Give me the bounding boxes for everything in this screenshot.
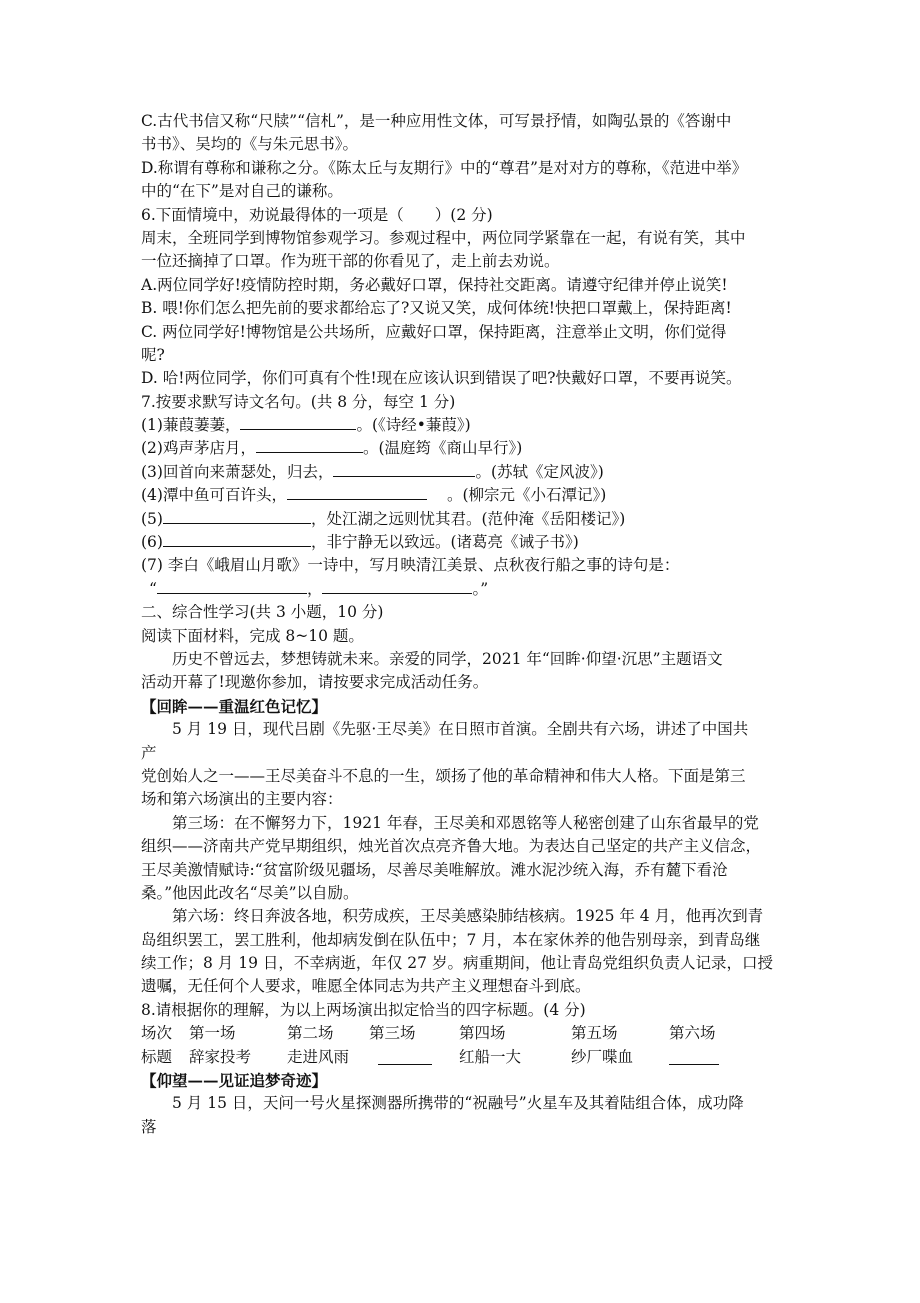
table-cell: 第一场 bbox=[189, 1024, 236, 1043]
table-cell: 第四场 bbox=[459, 1024, 506, 1043]
answer-blank[interactable] bbox=[163, 531, 311, 547]
answer-blank[interactable] bbox=[256, 437, 363, 453]
question-7-item-2: (2)鸡声茅店月， 。(温庭筠《商山早行》) bbox=[141, 439, 523, 458]
table-cell: 纱厂喋血 bbox=[571, 1047, 634, 1066]
table-cell: 走进风雨 bbox=[287, 1047, 350, 1066]
question-7-stem: 7.按要求默写诗文名句。(共 8 分，每空 1 分) bbox=[141, 392, 456, 411]
question-6-option-c-2: 呢? bbox=[141, 345, 165, 364]
question-6-option-d: D. 哈!两位同学，你们可真有个性!现在应该认识到错误了吧?快戴好口罩，不要再说笑。 bbox=[141, 369, 742, 388]
question-7-item-3: (3)回首向来萧瑟处，归去， 。(苏轼《定风波》) bbox=[141, 462, 604, 481]
question-6-option-b: B. 喂!你们怎么把先前的要求都给忘了?又说又笑，成何体统!快把口罩戴上，保持距离! bbox=[141, 299, 732, 318]
material-paragraph-1-wrap: 产 bbox=[141, 743, 157, 762]
material-paragraph-1-cont: 党创始人之一——王尽美奋斗不息的一生，颂扬了他的革命精神和伟大人格。下面是第三 bbox=[141, 766, 746, 785]
answer-blank[interactable] bbox=[240, 414, 356, 430]
answer-blank[interactable] bbox=[322, 578, 472, 594]
table-cell: 辞家投考 bbox=[189, 1047, 252, 1066]
question-7-item-6: (6) ，非宁静无以致远。(诸葛亮《诫子书》) bbox=[141, 533, 579, 552]
intro-paragraph-1: 历史不曾远去，梦想铸就未来。亲爱的同学，2021 年“回眸·仰望·沉思”主题语文 bbox=[172, 649, 723, 668]
section-2-instruction: 阅读下面材料，完成 8~10 题。 bbox=[141, 626, 364, 645]
scene-3-title-blank[interactable] bbox=[378, 1049, 432, 1065]
table-cell: 第三场 bbox=[369, 1024, 416, 1043]
table-cell: 第二场 bbox=[287, 1024, 334, 1043]
scene-6-line-4: 遗嘱，无任何个人要求，唯愿全体同志为共产主义理想奋斗到底。 bbox=[141, 977, 591, 996]
question-7-item-7-blanks: “ ， 。” bbox=[149, 579, 489, 598]
option-d-line-1: D.称谓有尊称和谦称之分。《陈太丘与友期行》中的“尊君”是对对方的尊称，《范进中举》 bbox=[141, 158, 748, 177]
question-6-scenario-2: 一位还摘掉了口罩。作为班干部的你看见了，走上前去劝说。 bbox=[141, 252, 560, 271]
option-c-line-1: C.古代书信又称“尺牍”“信札”，是一种应用性文体，可写景抒情，如陶弘景的《答谢中 bbox=[141, 112, 732, 130]
option-d-line-2: 中的“在下”是对自己的谦称。 bbox=[141, 182, 343, 201]
subsection-heading-huimou: 【回眸——重温红色记忆】 bbox=[141, 696, 328, 716]
document-body bbox=[141, 110, 781, 1139]
scene-3-line-1: 第三场：在不懈努力下，1921 年春，王尽美和邓恩铭等人秘密创建了山东省最早的党 bbox=[172, 813, 759, 832]
section-2-heading: 二、综合性学习(共 3 小题，10 分) bbox=[141, 603, 384, 622]
answer-blank[interactable] bbox=[157, 578, 307, 594]
question-7-item-5: (5) ，处江湖之远则忧其君。(范仲淹《岳阳楼记》) bbox=[141, 509, 626, 528]
table-cell: 第五场 bbox=[571, 1024, 618, 1043]
scene-table-header-row bbox=[141, 1022, 781, 1045]
question-6-stem: 6.下面情境中，劝说最得体的一项是（ ）(2 分) bbox=[141, 205, 493, 224]
subsection-heading-yangwang: 【仰望——见证追梦奇迹】 bbox=[141, 1071, 328, 1091]
scene-6-line-2: 岛组织罢工，罢工胜利，他却病发倒在队伍中；7 月，本在家休养的他告别母亲，到青岛继 bbox=[141, 930, 761, 949]
answer-blank[interactable] bbox=[333, 461, 475, 477]
table-cell: 标题 bbox=[141, 1047, 173, 1066]
question-8-stem: 8.请根据你的理解，为以上两场演出拟定恰当的四字标题。(4 分) bbox=[141, 1000, 586, 1019]
material-paragraph-2: 5 月 15 日，天问一号火星探测器所携带的“祝融号”火星车及其着陆组合体，成功降 bbox=[172, 1094, 744, 1113]
scene-3-line-3: 王尽美激情赋诗:“贫富阶级见疆场，尽善尽美唯解放。滩水泥沙统入海，乔有麓下看沧 bbox=[141, 860, 728, 879]
scene-6-line-3: 续工作；8 月 19 日，不幸病逝，年仅 27 岁。病重期间，他让青岛党组织负责人记录，口授 bbox=[141, 954, 773, 973]
question-7-item-1: (1)蒹葭萋萋， 。(《诗经•蒹葭》) bbox=[141, 416, 471, 435]
intro-paragraph-2: 活动开幕了!现邀你参加，请按要求完成活动任务。 bbox=[141, 673, 489, 692]
scene-6-line-1: 第六场：终日奔波各地，积劳成疾，王尽美感染肺结核病。1925 年 4 月，他再次到青 bbox=[172, 907, 764, 926]
scene-3-line-4: 桑。”他因此改名“尽美”以自励。 bbox=[141, 883, 359, 902]
answer-blank[interactable] bbox=[287, 484, 427, 500]
table-cell: 红船一大 bbox=[459, 1047, 522, 1066]
question-7-item-4: (4)潭中鱼可百许头， 。(柳宗元《小石潭记》) bbox=[141, 486, 607, 505]
table-cell: 第六场 bbox=[669, 1024, 716, 1043]
question-6-option-c-1: C. 两位同学好!博物馆是公共场所，应戴好口罩，保持距离，注意举止文明，你们觉得 bbox=[141, 322, 727, 341]
scene-6-title-blank[interactable] bbox=[669, 1049, 719, 1065]
scene-3-line-2: 组织——济南共产党早期组织，烛光首次点亮齐鲁大地。为表达自己坚定的共产主义信念， bbox=[141, 837, 762, 856]
question-6-option-a: A.两位同学好!疫情防控时期，务必戴好口罩，保持社交距离。请遵守纪律并停止说笑! bbox=[141, 275, 728, 294]
scene-table-title-row bbox=[141, 1046, 781, 1069]
option-c-line-2: 书书》、吴均的《与朱元思书》。 bbox=[141, 135, 359, 154]
material-paragraph-1: 5 月 19 日，现代吕剧《先驱·王尽美》在日照市首演。全剧共有六场，讲述了中国共 bbox=[172, 720, 749, 739]
material-paragraph-2-wrap: 落 bbox=[141, 1117, 157, 1136]
question-6-scenario-1: 周末，全班同学到博物馆参观学习。参观过程中，两位同学紧靠在一起，有说有笑，其中 bbox=[141, 228, 746, 247]
table-cell: 场次 bbox=[141, 1024, 173, 1043]
material-paragraph-1-end: 场和第六场演出的主要内容： bbox=[141, 790, 343, 809]
question-7-item-7: (7) 李白《峨眉山月歌》一诗中，写月映清江美景、点秋夜行船之事的诗句是： bbox=[141, 556, 680, 575]
answer-blank[interactable] bbox=[163, 508, 311, 524]
